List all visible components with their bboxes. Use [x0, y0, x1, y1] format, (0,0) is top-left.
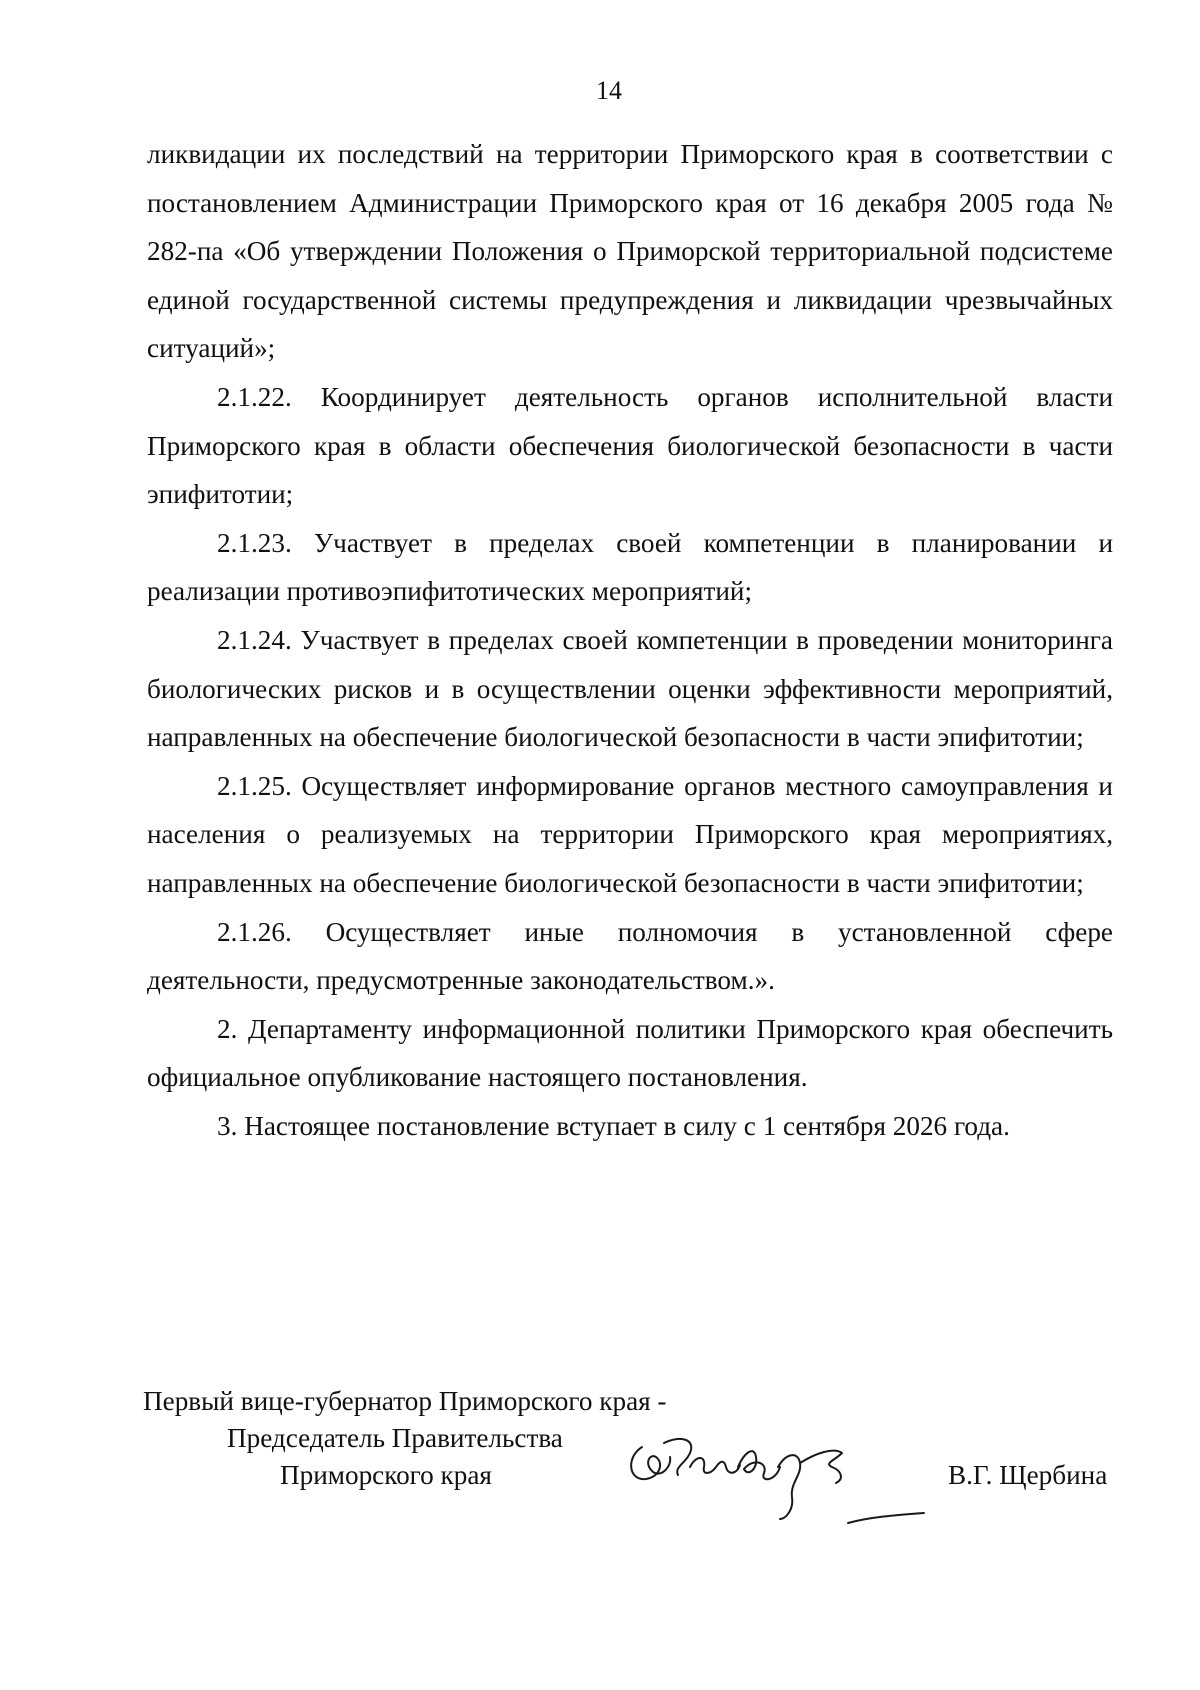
- signatory-title-line-2: Председатель Правительства: [227, 1423, 563, 1453]
- paragraph-2: 2. Департаменту информационной политики Приморского края обеспечить официальное опубликование настоящего постановления.: [147, 1013, 1113, 1093]
- signatory-title-line-1: Первый вице-губернатор Приморского края -: [143, 1386, 667, 1416]
- document-body: [147, 130, 1113, 1150]
- paragraph-3: 3. Настоящее постановление вступает в силу с 1 сентября 2026 года.: [217, 1110, 1010, 1141]
- paragraph-2-1-24: 2.1.24. Участвует в пределах своей компетенции в проведении мониторинга биологических рисков и в осуществлении оценки эффективности мероприятий, направленных на обеспечение биологической безопасности в части эпифитотии;: [147, 624, 1113, 753]
- paragraph-2-1-22: 2.1.22. Координирует деятельность органов исполнительной власти Приморского края в области обеспечения биологической безопасности в части эпифитотии;: [147, 381, 1113, 510]
- paragraph-2-1-25: 2.1.25. Осуществляет информирование органов местного самоуправления и населения о реализуемых на территории Приморского края мероприятиях, направленных на обеспечение биологической безопасности в части эпифитотии;: [147, 770, 1113, 898]
- signature-block: [0, 1385, 1200, 1545]
- paragraph-2-1-23: 2.1.23. Участвует в пределах своей компетенции в планировании и реализации противоэпифитотических мероприятий;: [147, 527, 1113, 607]
- signatory-name: В.Г. Щербина: [948, 1460, 1108, 1490]
- paragraph-2-1-26: 2.1.26. Осуществляет иные полномочия в установленной сфере деятельности, предусмотренные законодательством.».: [147, 916, 1113, 996]
- page-number: 14: [596, 76, 622, 105]
- signatory-title-line-3: Приморского края: [280, 1460, 492, 1490]
- paragraph-continuation: ликвидации их последствий на территории Приморского края в соответствии с постановлением Администрации Приморского края от 16 декабря 2005 года № 282-па «Об утверждении Положения о Приморской территориальной подсистеме единой государственной системы предупреждения и ликвидации чрезвычайных ситуаций»;: [147, 139, 1113, 364]
- handwritten-signature: [620, 1423, 940, 1533]
